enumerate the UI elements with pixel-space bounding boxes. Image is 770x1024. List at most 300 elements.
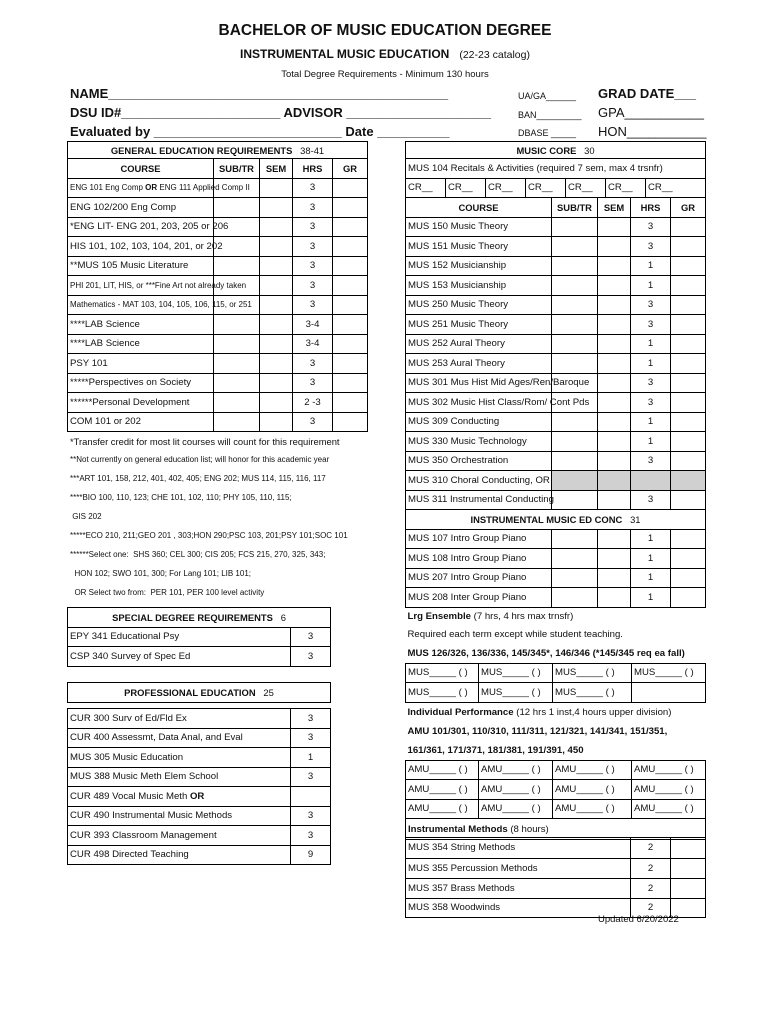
ensemble-courses: MUS 126/326, 136/336, 145/345*, 146/346 (*145/345 req ea fall) bbox=[407, 647, 685, 659]
hrs-cell: 3-4 bbox=[293, 334, 333, 354]
table-row bbox=[68, 178, 368, 198]
course-name: Mathematics - MAT 103, 104, 105, 106, 115, or 251 bbox=[70, 300, 252, 310]
table-row bbox=[68, 728, 331, 748]
course-cell bbox=[68, 806, 291, 826]
gpa-field[interactable]: GPA___________ bbox=[598, 105, 705, 120]
hrs-cell: 3 bbox=[631, 373, 671, 393]
course-name: ENG 102/200 Eng Comp bbox=[70, 201, 177, 213]
sem-cell[interactable] bbox=[598, 237, 631, 257]
hrs-cell: 3 bbox=[293, 237, 333, 257]
entry-slot[interactable]: AMU_____ ( ) bbox=[632, 799, 706, 819]
course-cell: MUS 350 Orchestration bbox=[406, 451, 552, 471]
music-core-title: MUSIC CORE bbox=[516, 144, 577, 156]
gr-cell[interactable] bbox=[671, 354, 706, 374]
entry-slot[interactable]: MUS_____ ( ) bbox=[406, 683, 479, 703]
gr-cell[interactable] bbox=[671, 334, 706, 354]
table-row bbox=[68, 627, 331, 647]
sub-tr-cell[interactable] bbox=[552, 471, 598, 491]
gr-cell[interactable] bbox=[671, 858, 706, 879]
table-row bbox=[406, 237, 706, 257]
footnote: GIS 202 bbox=[70, 512, 102, 521]
sub-tr-cell[interactable] bbox=[214, 256, 260, 276]
gr-cell[interactable] bbox=[671, 295, 706, 315]
sem-cell[interactable] bbox=[260, 354, 293, 374]
course-name: ******Personal Development bbox=[70, 396, 190, 408]
course-cell: MUS 301 Mus Hist Mid Ages/Ren/Baroque bbox=[406, 373, 552, 393]
sub-tr-cell[interactable] bbox=[552, 568, 598, 588]
grad-date-field[interactable]: GRAD DATE___ bbox=[598, 86, 697, 101]
entry-slot[interactable]: AMU_____ ( ) bbox=[553, 799, 632, 819]
course-cell bbox=[68, 412, 214, 432]
hrs-cell: 3-4 bbox=[293, 315, 333, 335]
hrs-cell: 1 bbox=[631, 276, 671, 296]
core-col-sub-tr: SUB/TR bbox=[552, 198, 598, 218]
total-requirements: Total Degree Requirements - Minimum 130 hours bbox=[281, 69, 489, 80]
course-cell bbox=[68, 373, 214, 393]
sub-tr-cell[interactable] bbox=[552, 217, 598, 237]
course-cell bbox=[68, 237, 223, 257]
col-course: COURSE bbox=[68, 159, 214, 179]
course-cell bbox=[68, 787, 291, 807]
gr-cell[interactable] bbox=[671, 256, 706, 276]
entry-slot[interactable]: AMU_____ ( ) bbox=[406, 780, 479, 800]
gr-cell[interactable] bbox=[671, 879, 706, 899]
hrs-cell: 3 bbox=[293, 354, 333, 374]
col-hrs: HRS bbox=[293, 159, 333, 179]
sub-tr-cell[interactable] bbox=[552, 529, 598, 549]
sem-cell[interactable] bbox=[598, 471, 631, 491]
sub-tr-cell[interactable] bbox=[552, 256, 598, 276]
sem-cell[interactable] bbox=[598, 529, 631, 549]
course-cell: MUS 107 Intro Group Piano bbox=[406, 529, 552, 549]
hrs-cell: 1 bbox=[631, 432, 671, 452]
gr-cell[interactable] bbox=[671, 393, 706, 413]
course-cell: MUS 151 Music Theory bbox=[406, 237, 552, 257]
sem-cell[interactable] bbox=[598, 412, 631, 432]
table-row bbox=[406, 432, 706, 452]
hrs-cell: 1 bbox=[631, 529, 671, 549]
footnote: ******Select one: SHS 360; CEL 300; CIS 205; FCS 215, 270, 325, 343; bbox=[70, 550, 326, 559]
table-row bbox=[68, 237, 368, 257]
table-row bbox=[68, 276, 368, 296]
course-name: MUS 388 Music Meth Elem School bbox=[70, 771, 219, 783]
page-subtitle bbox=[0, 47, 770, 61]
gr-cell[interactable] bbox=[333, 373, 368, 393]
course-cell: MUS 208 Inter Group Piano bbox=[406, 588, 552, 608]
sem-cell[interactable] bbox=[598, 373, 631, 393]
hrs-cell: 3 bbox=[291, 806, 331, 826]
ensemble-title bbox=[406, 607, 706, 626]
hrs-cell: 3 bbox=[293, 198, 333, 218]
page-title: BACHELOR OF MUSIC EDUCATION DEGREE bbox=[218, 22, 552, 39]
table-row bbox=[68, 767, 331, 787]
course-cell bbox=[68, 393, 214, 413]
course-name: *****Perspectives on Society bbox=[70, 377, 192, 389]
performance-row bbox=[406, 799, 706, 819]
hrs-cell: 3 bbox=[291, 709, 331, 729]
sub-tr-cell[interactable] bbox=[214, 198, 260, 218]
gr-cell[interactable] bbox=[671, 568, 706, 588]
col-gr: GR bbox=[333, 159, 368, 179]
course-cell: MUS 354 String Methods bbox=[406, 838, 631, 859]
special-degree-table bbox=[67, 607, 331, 667]
sub-tr-cell[interactable] bbox=[552, 315, 598, 335]
course-name: CUR 400 Assessmt, Data Anal, and Eval bbox=[70, 732, 243, 744]
col-sub-tr: SUB/TR bbox=[214, 159, 260, 179]
entry-slot[interactable]: AMU_____ ( ) bbox=[479, 780, 553, 800]
hrs-cell: 3 bbox=[291, 647, 331, 667]
table-row bbox=[68, 354, 368, 374]
ensemble-row bbox=[406, 683, 706, 703]
gr-cell[interactable] bbox=[671, 451, 706, 471]
sem-cell[interactable] bbox=[260, 217, 293, 237]
hrs-cell: 3 bbox=[293, 217, 333, 237]
evaluated-by-field[interactable]: Evaluated by __________________________ Date __________ bbox=[70, 124, 450, 139]
course-name: CUR 393 Classroom Management bbox=[70, 829, 217, 841]
entry-slot[interactable]: AMU_____ ( ) bbox=[632, 780, 706, 800]
gr-cell[interactable] bbox=[671, 276, 706, 296]
course-cell: MUS 207 Intro Group Piano bbox=[406, 568, 552, 588]
hrs-cell: 1 bbox=[631, 568, 671, 588]
sub-tr-cell[interactable] bbox=[552, 334, 598, 354]
entry-slot[interactable]: MUS_____ ( ) bbox=[553, 663, 632, 683]
hrs-cell: 1 bbox=[631, 334, 671, 354]
course-cell bbox=[68, 845, 291, 865]
course-cell: MUS 253 Aural Theory bbox=[406, 354, 552, 374]
entry-slot[interactable]: AMU_____ ( ) bbox=[553, 760, 632, 780]
gr-cell[interactable] bbox=[333, 393, 368, 413]
sem-cell[interactable] bbox=[598, 490, 631, 510]
special-header bbox=[68, 608, 331, 628]
footnote: *Transfer credit for most lit courses will count for this requirement bbox=[70, 436, 340, 447]
sem-cell[interactable] bbox=[260, 178, 293, 198]
sem-cell[interactable] bbox=[598, 588, 631, 608]
sub-tr-cell[interactable] bbox=[214, 412, 260, 432]
ensemble-title-rest: (7 hrs, 4 hrs max trnsfr) bbox=[470, 610, 574, 622]
hrs-cell: 3 bbox=[293, 178, 333, 198]
gr-cell[interactable] bbox=[671, 529, 706, 549]
gr-cell[interactable] bbox=[333, 276, 368, 296]
course-cell: MUS 310 Choral Conducting, OR bbox=[406, 471, 552, 491]
course-cell bbox=[68, 276, 247, 296]
footnote: **Not currently on general education list; will honor for this academic year bbox=[70, 455, 330, 464]
table-row bbox=[406, 549, 706, 569]
course-or: OR bbox=[189, 790, 205, 802]
hrs-cell: 3 bbox=[631, 315, 671, 335]
cr-cell[interactable]: CR__ bbox=[566, 179, 606, 197]
course-cell: EPY 341 Educational Psy bbox=[68, 627, 291, 647]
ua-ga-field[interactable]: UA/GA______ bbox=[518, 91, 577, 101]
gr-cell[interactable] bbox=[671, 471, 706, 491]
cr-cell[interactable]: CR__ bbox=[446, 179, 486, 197]
gr-cell[interactable] bbox=[333, 178, 368, 198]
sub-tr-cell[interactable] bbox=[214, 315, 260, 335]
sub-tr-cell[interactable] bbox=[214, 373, 260, 393]
entry-slot[interactable]: MUS_____ ( ) bbox=[479, 683, 553, 703]
sem-cell[interactable] bbox=[260, 237, 293, 257]
gr-cell[interactable] bbox=[671, 549, 706, 569]
gen-ed-title: GENERAL EDUCATION REQUIREMENTS bbox=[110, 144, 293, 156]
entry-slot[interactable]: AMU_____ ( ) bbox=[632, 760, 706, 780]
table-row bbox=[68, 826, 331, 846]
hrs-cell: 3 bbox=[293, 295, 333, 315]
table-row bbox=[68, 315, 368, 335]
gr-cell[interactable] bbox=[333, 412, 368, 432]
footnote: *****ECO 210, 211;GEO 201 , 303;HON 290;PSC 103, 201;PSY 101;SOC 101 bbox=[70, 531, 348, 540]
sem-cell[interactable] bbox=[598, 393, 631, 413]
course-cell bbox=[68, 198, 214, 218]
entry-slot[interactable]: MUS_____ ( ) bbox=[406, 663, 479, 683]
course-cell bbox=[68, 354, 214, 374]
special-hours: 6 bbox=[280, 611, 286, 623]
sub-tr-cell[interactable] bbox=[552, 354, 598, 374]
sem-cell[interactable] bbox=[260, 412, 293, 432]
hrs-cell: 1 bbox=[631, 354, 671, 374]
sub-tr-cell[interactable] bbox=[552, 412, 598, 432]
course-alt: ENG 111 Applied Comp II bbox=[157, 183, 250, 193]
gr-cell[interactable] bbox=[333, 198, 368, 218]
instrumental-conc-hours: 31 bbox=[630, 513, 641, 525]
sem-cell[interactable] bbox=[598, 568, 631, 588]
course-cell: MUS 302 Music Hist Class/Rom/ Cont Pds bbox=[406, 393, 552, 413]
gr-cell[interactable] bbox=[671, 432, 706, 452]
gr-cell[interactable] bbox=[333, 217, 368, 237]
core-col-sem: SEM bbox=[598, 198, 631, 218]
table-row bbox=[68, 334, 368, 354]
hrs-cell: 3 bbox=[631, 237, 671, 257]
gr-cell[interactable] bbox=[671, 217, 706, 237]
footnote: ***ART 101, 158, 212, 401, 402, 405; ENG 202; MUS 114, 115, 116, 117 bbox=[70, 474, 326, 483]
course-cell bbox=[68, 256, 214, 276]
gr-cell[interactable] bbox=[333, 354, 368, 374]
methods-title-bold: Instrumental Methods bbox=[408, 823, 508, 835]
course-name: PHI 201, LIT, HIS, or ***Fine Art not already taken bbox=[70, 280, 247, 290]
music-core-header bbox=[406, 142, 706, 159]
course-cell: MUS 153 Musicianship bbox=[406, 276, 552, 296]
sub-tr-cell[interactable] bbox=[214, 334, 260, 354]
gr-cell[interactable] bbox=[333, 334, 368, 354]
gr-cell[interactable] bbox=[671, 412, 706, 432]
gr-cell[interactable] bbox=[671, 373, 706, 393]
professional-title: PROFESSIONAL EDUCATION bbox=[124, 687, 256, 698]
entry-slot[interactable]: MUS_____ ( ) bbox=[479, 663, 553, 683]
hrs-cell: 2 bbox=[631, 879, 671, 899]
sem-cell[interactable] bbox=[598, 217, 631, 237]
cr-cell[interactable]: CR__ bbox=[648, 181, 673, 193]
footnote: HON 102; SWO 101, 300; For Lang 101; LIB 101; bbox=[70, 569, 251, 578]
program-name: INSTRUMENTAL MUSIC EDUCATION bbox=[240, 47, 450, 61]
hon-field[interactable]: HON___________ bbox=[598, 124, 707, 139]
course-cell: MUS 311 Instrumental Conducting bbox=[406, 490, 552, 510]
table-row bbox=[406, 490, 706, 510]
core-col-course: COURSE bbox=[406, 198, 552, 218]
table-row bbox=[406, 529, 706, 549]
cr-row bbox=[406, 178, 706, 198]
course-cell: MUS 252 Aural Theory bbox=[406, 334, 552, 354]
sub-tr-cell[interactable] bbox=[552, 549, 598, 569]
performance-courses-2: 161/361, 171/371, 181/381, 191/391, 450 bbox=[407, 744, 584, 756]
table-row bbox=[406, 568, 706, 588]
sem-cell[interactable] bbox=[260, 373, 293, 393]
sem-cell[interactable] bbox=[260, 315, 293, 335]
table-row bbox=[406, 412, 706, 432]
hrs-cell: 1 bbox=[291, 748, 331, 768]
special-title: SPECIAL DEGREE REQUIREMENTS bbox=[112, 611, 273, 623]
core-col-gr: GR bbox=[671, 198, 706, 218]
sub-tr-cell[interactable] bbox=[552, 490, 598, 510]
sub-tr-cell[interactable] bbox=[552, 276, 598, 296]
sem-cell[interactable] bbox=[260, 334, 293, 354]
sem-cell[interactable] bbox=[598, 354, 631, 374]
cr-cell[interactable]: CR__ bbox=[486, 179, 526, 197]
dsu-id-advisor-field[interactable]: DSU ID#______________________ ADVISOR ____________________ bbox=[70, 105, 491, 120]
entry-slot[interactable]: MUS_____ ( ) bbox=[632, 663, 706, 683]
table-row bbox=[406, 373, 706, 393]
gr-cell[interactable] bbox=[333, 295, 368, 315]
hrs-cell: 3 bbox=[631, 393, 671, 413]
course-cell: MUS 358 Woodwinds bbox=[406, 898, 631, 918]
hrs-cell: 3 bbox=[293, 256, 333, 276]
table-row bbox=[68, 295, 368, 315]
table-row bbox=[68, 845, 331, 865]
footnote: OR Select two from: PER 101, PER 100 level activity bbox=[70, 588, 265, 597]
professional-education-table bbox=[67, 682, 331, 865]
sem-cell[interactable] bbox=[260, 276, 293, 296]
sem-cell[interactable] bbox=[260, 198, 293, 218]
sub-tr-cell[interactable] bbox=[552, 237, 598, 257]
table-row bbox=[68, 748, 331, 768]
empty-slot[interactable] bbox=[632, 683, 706, 703]
sem-cell[interactable] bbox=[598, 549, 631, 569]
gr-cell[interactable] bbox=[671, 315, 706, 335]
ensemble-title-bold: Lrg Ensemble bbox=[407, 610, 471, 622]
entry-slot[interactable]: AMU_____ ( ) bbox=[553, 780, 632, 800]
hrs-cell: 3 bbox=[291, 767, 331, 787]
professional-header bbox=[68, 683, 331, 703]
cr-cell[interactable]: CR__ bbox=[406, 179, 446, 197]
table-row bbox=[68, 806, 331, 826]
gr-cell[interactable] bbox=[671, 490, 706, 510]
course-cell bbox=[68, 709, 291, 729]
table-row bbox=[68, 787, 331, 807]
course-name: CUR 489 Vocal Music Meth bbox=[70, 790, 190, 802]
gr-cell[interactable] bbox=[671, 237, 706, 257]
sem-cell[interactable] bbox=[598, 315, 631, 335]
hrs-cell: 1 bbox=[631, 549, 671, 569]
name-field[interactable]: NAME_______________________________________________ bbox=[70, 86, 449, 101]
table-row bbox=[68, 647, 331, 667]
ensemble-row bbox=[406, 663, 706, 683]
course-name: CUR 498 Directed Teaching bbox=[70, 849, 189, 861]
course-cell bbox=[68, 767, 291, 787]
sem-cell[interactable] bbox=[598, 295, 631, 315]
hrs-cell: 3 bbox=[291, 728, 331, 748]
cr-cell[interactable]: CR__ bbox=[606, 179, 646, 197]
course-name: CUR 300 Surv of Ed/Fld Ex bbox=[70, 712, 187, 724]
gr-cell[interactable] bbox=[333, 315, 368, 335]
ensemble-required: Required each term except while student teaching. bbox=[407, 629, 623, 641]
sub-tr-cell[interactable] bbox=[552, 432, 598, 452]
hrs-cell bbox=[291, 787, 331, 807]
table-row bbox=[68, 217, 368, 237]
table-row bbox=[406, 451, 706, 471]
entry-slot[interactable]: MUS_____ ( ) bbox=[553, 683, 632, 703]
ban-field[interactable]: BAN_________ bbox=[518, 110, 582, 120]
footnote: ****BIO 100, 110, 123; CHE 101, 102, 110; PHY 105, 110, 115; bbox=[70, 493, 292, 502]
course-cell bbox=[68, 217, 229, 237]
methods-table bbox=[405, 837, 706, 918]
hrs-cell: 1 bbox=[631, 588, 671, 608]
hrs-cell: 3 bbox=[631, 490, 671, 510]
sub-tr-cell[interactable] bbox=[214, 354, 260, 374]
sem-cell[interactable] bbox=[598, 432, 631, 452]
sem-cell[interactable] bbox=[598, 256, 631, 276]
course-cell: CSP 340 Survey of Spec Ed bbox=[68, 647, 291, 667]
instrumental-conc-title: INSTRUMENTAL MUSIC ED CONC bbox=[470, 513, 623, 525]
gr-cell[interactable] bbox=[671, 838, 706, 859]
table-row bbox=[68, 709, 331, 729]
gr-cell[interactable] bbox=[333, 256, 368, 276]
sem-cell[interactable] bbox=[598, 451, 631, 471]
course-cell: MUS 150 Music Theory bbox=[406, 217, 552, 237]
performance-title-bold: Individual Performance bbox=[407, 707, 514, 718]
table-row bbox=[406, 354, 706, 374]
performance-row bbox=[406, 780, 706, 800]
table-row bbox=[406, 256, 706, 276]
footnotes bbox=[70, 436, 348, 607]
dbase-field[interactable]: DBASE _____ bbox=[518, 128, 577, 138]
course-cell: MUS 250 Music Theory bbox=[406, 295, 552, 315]
gr-cell[interactable] bbox=[671, 588, 706, 608]
course-cell: MUS 251 Music Theory bbox=[406, 315, 552, 335]
professional-hours: 25 bbox=[263, 687, 274, 698]
table-row bbox=[68, 198, 368, 218]
sem-cell[interactable] bbox=[598, 334, 631, 354]
entry-slot[interactable]: AMU_____ ( ) bbox=[406, 760, 479, 780]
entry-slot[interactable]: AMU_____ ( ) bbox=[479, 760, 553, 780]
gr-cell[interactable] bbox=[333, 237, 368, 257]
course-or: OR bbox=[145, 183, 158, 193]
sub-tr-cell[interactable] bbox=[552, 451, 598, 471]
hrs-cell: 2 -3 bbox=[293, 393, 333, 413]
performance-row bbox=[406, 760, 706, 780]
sub-tr-cell[interactable] bbox=[552, 295, 598, 315]
sem-cell[interactable] bbox=[260, 295, 293, 315]
sem-cell[interactable] bbox=[260, 393, 293, 413]
entry-slot[interactable]: AMU_____ ( ) bbox=[479, 799, 553, 819]
course-cell: MUS 357 Brass Methods bbox=[406, 879, 631, 899]
entry-slot[interactable]: AMU_____ ( ) bbox=[406, 799, 479, 819]
hrs-cell: 3 bbox=[631, 295, 671, 315]
course-cell: MUS 309 Conducting bbox=[406, 412, 552, 432]
sem-cell[interactable] bbox=[598, 276, 631, 296]
recitals-row: MUS 104 Recitals & Activities (required 7 sem, max 4 trsnfr) bbox=[406, 159, 706, 179]
performance-title bbox=[406, 702, 706, 723]
hrs-cell bbox=[631, 471, 671, 491]
hrs-cell: 3 bbox=[291, 627, 331, 647]
course-cell bbox=[68, 826, 291, 846]
table-row bbox=[406, 217, 706, 237]
hrs-cell: 2 bbox=[631, 858, 671, 879]
course-cell bbox=[68, 178, 250, 198]
sem-cell[interactable] bbox=[260, 256, 293, 276]
performance-title-rest: (12 hrs 1 inst,4 hours upper division) bbox=[513, 707, 672, 718]
course-name: ****LAB Science bbox=[70, 338, 140, 350]
sub-tr-cell[interactable] bbox=[214, 393, 260, 413]
hrs-cell: 3 bbox=[631, 217, 671, 237]
sub-tr-cell[interactable] bbox=[552, 588, 598, 608]
cr-cell[interactable]: CR__ bbox=[526, 179, 566, 197]
